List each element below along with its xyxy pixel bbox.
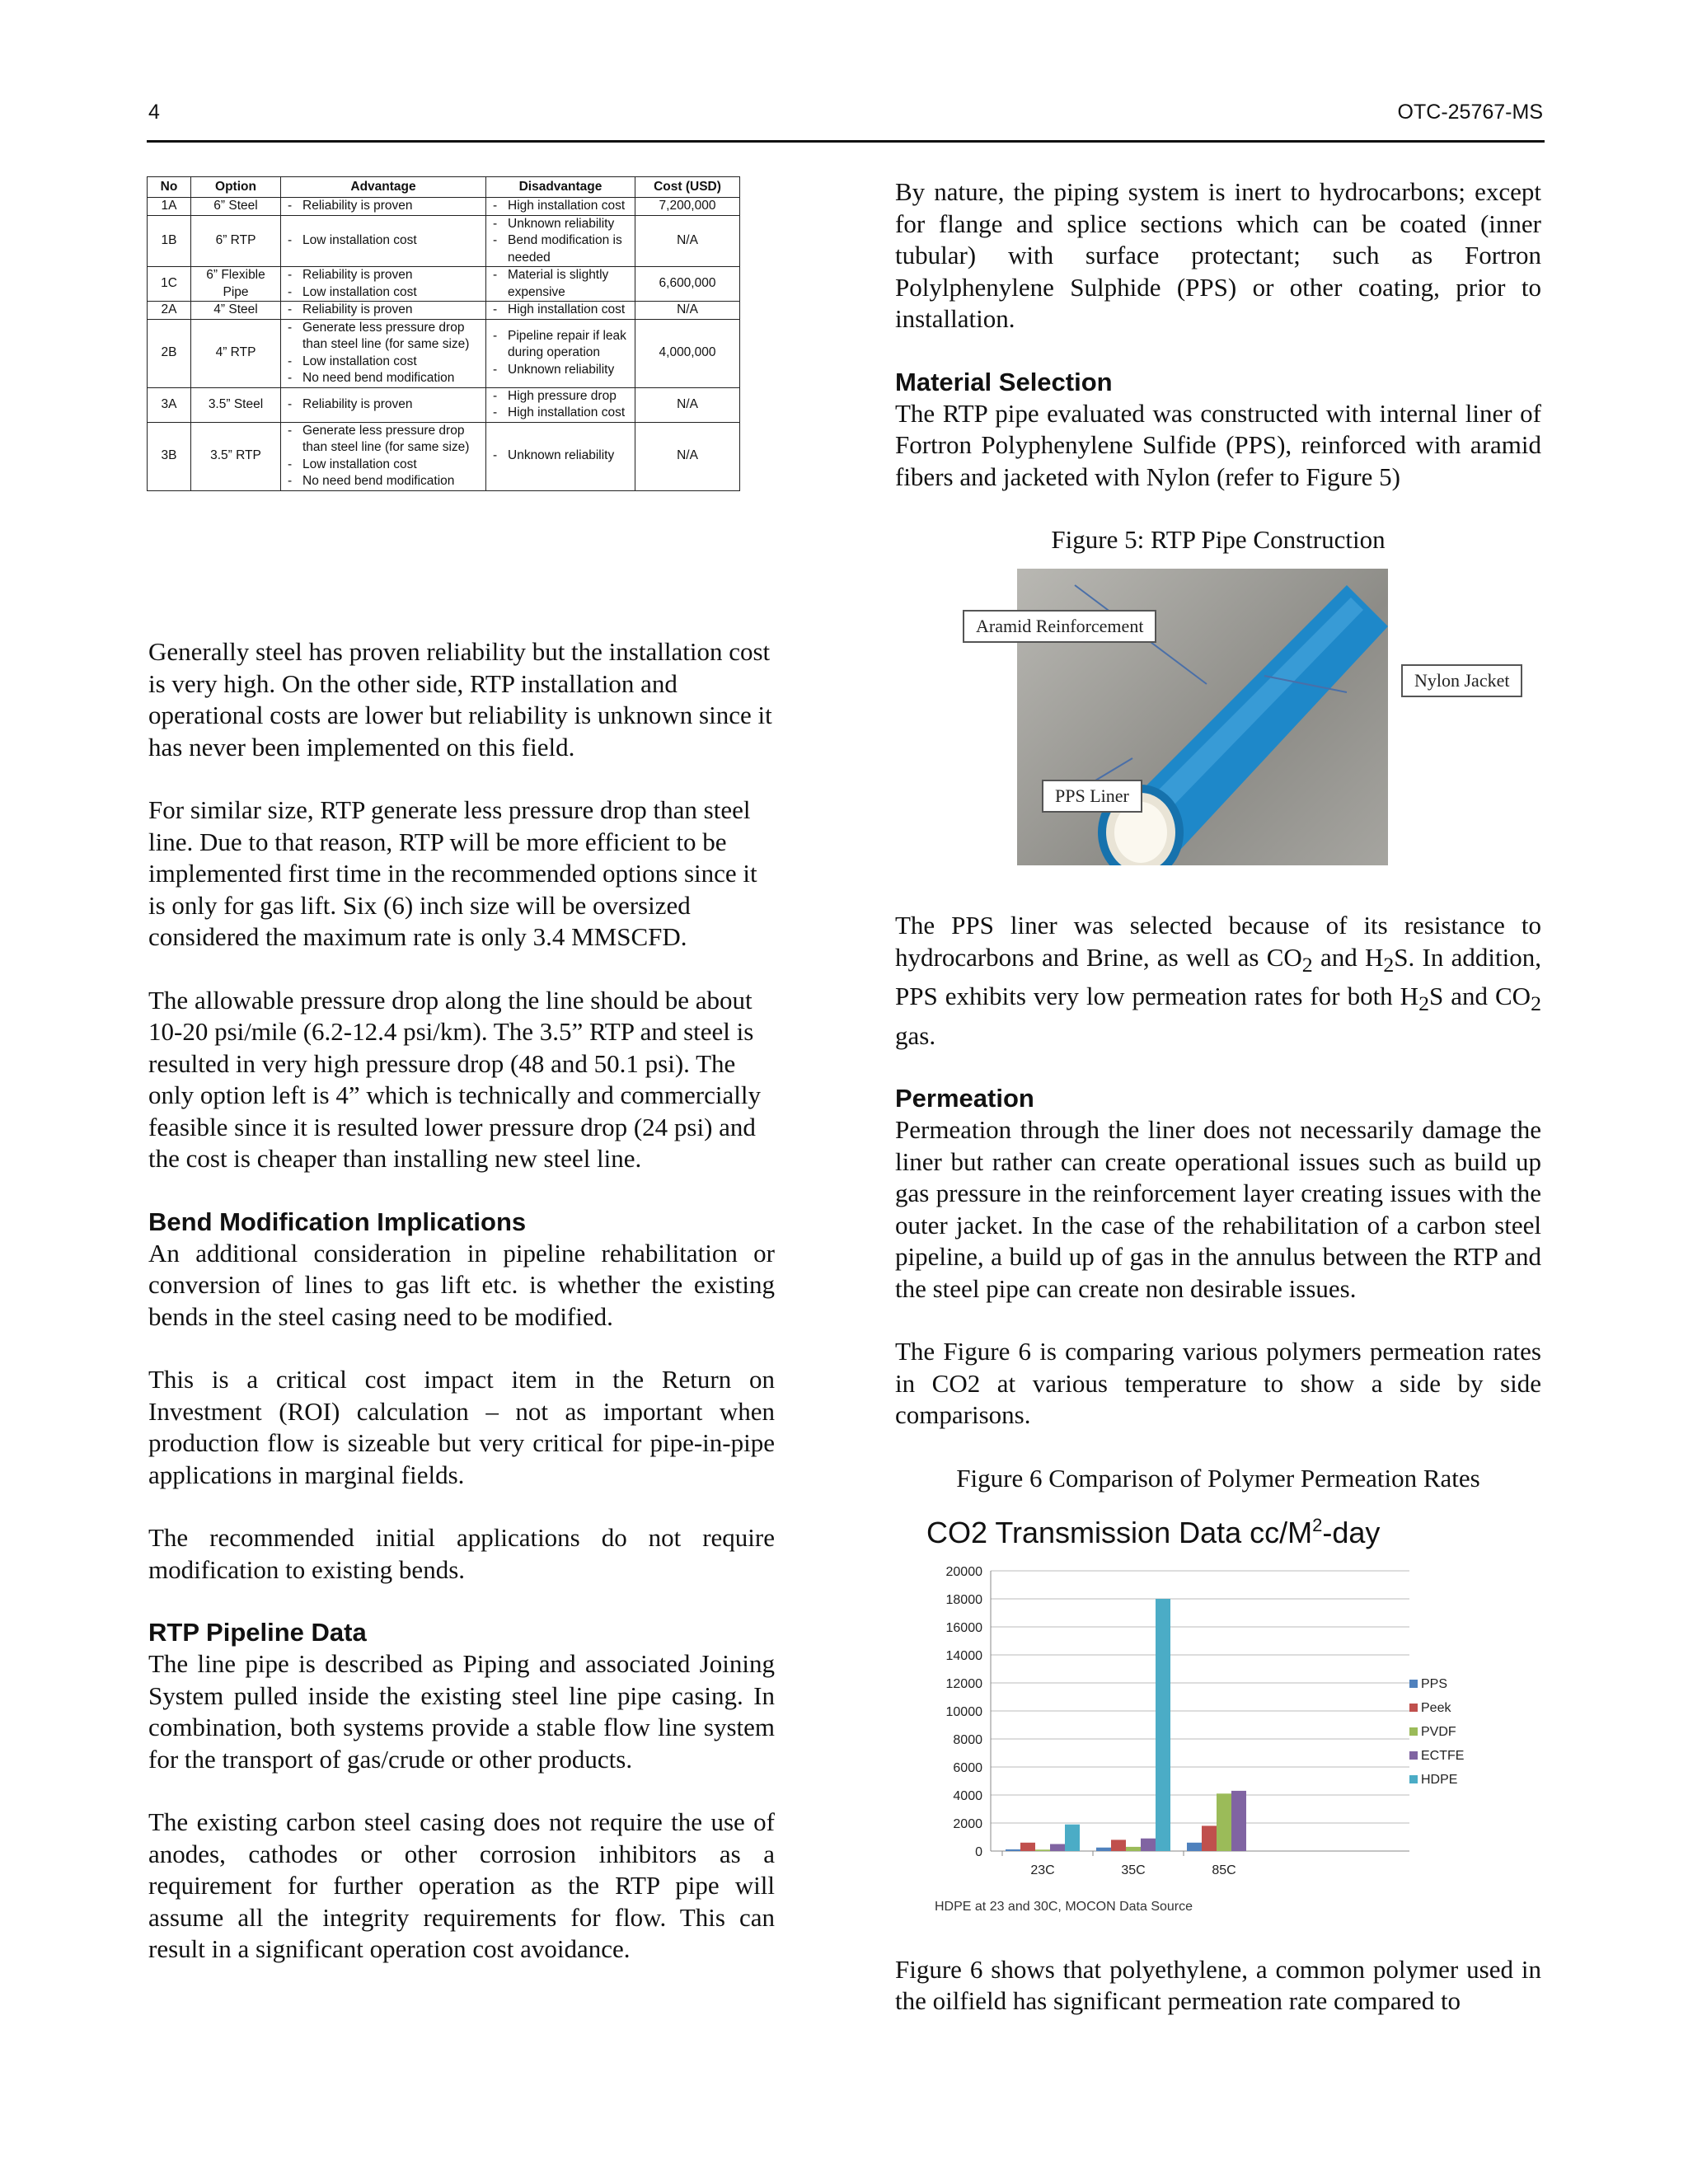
th-no: No bbox=[148, 177, 191, 198]
cell-disadvantage bbox=[486, 387, 635, 422]
table-header-row bbox=[148, 177, 740, 198]
advantage-item: - No need bend modification bbox=[284, 473, 482, 490]
cell-disadvantage bbox=[486, 198, 635, 216]
bar-pps-85c bbox=[1187, 1843, 1202, 1851]
options-table bbox=[147, 176, 740, 491]
cell-disadvantage bbox=[486, 302, 635, 320]
y-tick-label: 18000 bbox=[945, 1593, 982, 1607]
y-tick-label: 20000 bbox=[945, 1565, 982, 1579]
chart-y-axis bbox=[946, 1565, 992, 1859]
y-tick-label: 14000 bbox=[945, 1649, 982, 1663]
paragraph: Permeation through the liner does not necessarily damage the liner but rather can create operational issues such as build up gas pressure in the reinforcement layer creating issues with the outer jacket. In the case of the rehabilitation of a carbon steel pipeline, a build up of gas in the annulus between the RTP and the steel pipe can create non desirable issues. bbox=[895, 1115, 1541, 1303]
th-option: Option bbox=[191, 177, 281, 198]
legend-swatch-ectfe bbox=[1409, 1751, 1418, 1760]
bar-pvdf-23c bbox=[1035, 1849, 1050, 1851]
header-rule bbox=[147, 140, 1545, 143]
figure-5-rtp-pipe bbox=[961, 569, 1530, 865]
advantage-item: - Reliability is proven bbox=[284, 198, 482, 215]
y-tick-label: 0 bbox=[975, 1845, 982, 1859]
y-tick-label: 10000 bbox=[945, 1705, 982, 1719]
disadvantage-item: - High installation cost bbox=[490, 302, 631, 319]
section-heading-material: Material Selection bbox=[895, 367, 1113, 396]
table-row bbox=[148, 319, 740, 387]
callout-aramid: Aramid Reinforcement bbox=[963, 610, 1156, 643]
chart-gridlines bbox=[991, 1571, 1409, 1851]
paragraph: The allowable pressure drop along the line should be about 10-20 psi/mile (6.2-12.4 psi/km). The 3.5” RTP and steel is resulted in very high pressure drop (48 and 50.1 psi). The only option left is 4” which is technically and commercially feasible since it is resulted lower pressure drop (24 psi) and the cost is cheaper than installing new steel line. bbox=[148, 985, 761, 1173]
page-number: 4 bbox=[148, 101, 160, 124]
disadvantage-item: - Unknown reliability bbox=[490, 362, 631, 379]
callout-pps: PPS Liner bbox=[1042, 780, 1142, 813]
bar-peek-35c bbox=[1111, 1840, 1126, 1851]
cell-option: 6” RTP bbox=[191, 215, 281, 267]
chart-title: CO2 Transmission Data $cc/M^2$-day bbox=[926, 1515, 1381, 1549]
advantage-item: - Reliability is proven bbox=[284, 396, 482, 414]
paragraph: The RTP pipe evaluated was constructed with internal liner of Fortron Polyphenylene Sulfide (PPS), reinforced with aramid fibers and jacketed with Nylon (refer to Figure 5) bbox=[895, 398, 1541, 491]
advantage-item: - No need bend modification bbox=[284, 370, 482, 387]
th-disadvantage: Disadvantage bbox=[486, 177, 635, 198]
advantage-item: - Reliability is proven bbox=[284, 302, 482, 319]
cell-advantage bbox=[281, 302, 486, 320]
cell-cost: 7,200,000 bbox=[635, 198, 740, 216]
document-id: OTC-25767-MS bbox=[1397, 101, 1543, 124]
chart-legend bbox=[1409, 1677, 1464, 1787]
cell-disadvantage bbox=[486, 215, 635, 267]
legend-label-ectfe: ECTFE bbox=[1421, 1749, 1465, 1763]
paragraph: Generally steel has proven reliability but the installation cost is very high. On the other side, RTP installation and operational costs are lower but reliability is unknown since it has never been implemented on this field. bbox=[148, 637, 772, 762]
disadvantage-item: - Material is slightly expensive bbox=[490, 267, 631, 301]
legend-swatch-pps bbox=[1409, 1680, 1418, 1688]
paragraph: The line pipe is described as Piping and associated Joining System pulled inside the existing steel line pipe casing. In combination, both systems provide a stable flow line system for the transport of gas/crude or other products. bbox=[148, 1649, 775, 1774]
paragraph: For similar size, RTP generate less pressure drop than steel line. Due to that reason, RTP will be more efficient to be implemented first time in the recommended options since it is only for gas lift. Six (6) inch size will be oversized considered the maximum rate is only 3.4 MMSCFD. bbox=[148, 795, 757, 951]
cell-no: 2A bbox=[148, 302, 191, 320]
bar-peek-23c bbox=[1020, 1843, 1035, 1851]
paragraph: An additional consideration in pipeline rehabilitation or conversion of lines to gas lift etc. is whether the existing bends in the steel casing need to be modified. bbox=[148, 1238, 775, 1331]
disadvantage-item: - High installation cost bbox=[490, 198, 631, 215]
cell-cost: N/A bbox=[635, 302, 740, 320]
cell-advantage bbox=[281, 198, 486, 216]
section-heading-permeation: Permeation bbox=[895, 1084, 1034, 1113]
table-row bbox=[148, 422, 740, 490]
legend-label-hdpe: HDPE bbox=[1421, 1773, 1458, 1787]
cell-no: 3B bbox=[148, 422, 191, 490]
advantage-item: - Reliability is proven bbox=[284, 267, 482, 284]
paragraph: The recommended initial applications do not require modification to existing bends. bbox=[148, 1523, 775, 1584]
disadvantage-item: - Bend modification is needed bbox=[490, 232, 631, 266]
y-tick-label: 8000 bbox=[953, 1733, 982, 1747]
disadvantage-item: - High pressure drop bbox=[490, 388, 631, 405]
cell-option: 3.5” RTP bbox=[191, 422, 281, 490]
bar-pvdf-35c bbox=[1126, 1847, 1141, 1851]
paragraph: By nature, the piping system is inert to hydrocarbons; except for flange and splice sections which can be coated (inner tubular) with surface protectant; such as Fortron Polylphenylene Sulphide (PPS) or other coating, prior to installation. bbox=[895, 177, 1541, 333]
cell-no: 1A bbox=[148, 198, 191, 216]
bar-pps-35c bbox=[1096, 1848, 1111, 1851]
x-tick-label: 85C bbox=[1212, 1863, 1236, 1877]
table-body bbox=[148, 198, 740, 491]
y-tick-label: 6000 bbox=[953, 1761, 982, 1775]
y-tick-label: 2000 bbox=[953, 1817, 982, 1831]
bar-pps-23c bbox=[1006, 1849, 1020, 1851]
legend-label-peek: Peek bbox=[1421, 1701, 1451, 1715]
figure-6-caption: Figure 6 Comparison of Polymer Permeation Rates bbox=[956, 1463, 1480, 1493]
cell-advantage bbox=[281, 319, 486, 387]
disadvantage-item: - Unknown reliability bbox=[490, 448, 631, 465]
x-tick-label: 35C bbox=[1121, 1863, 1146, 1877]
cell-advantage bbox=[281, 422, 486, 490]
table-row bbox=[148, 302, 740, 320]
paragraph: The existing carbon steel casing does not require the use of anodes, cathodes or other corrosion inhibitors as a requirement for further operation as the RTP pipe will assume all the integrity requirements for flow. This can result in a significant operation cost avoidance. bbox=[148, 1807, 775, 1963]
cell-option: 3.5” Steel bbox=[191, 387, 281, 422]
advantage-item: - Low installation cost bbox=[284, 232, 482, 250]
chart-note: HDPE at 23 and 30C, MOCON Data Source bbox=[935, 1900, 1193, 1914]
y-tick-label: 12000 bbox=[945, 1677, 982, 1691]
advantage-item: - Low installation cost bbox=[284, 457, 482, 474]
cell-advantage bbox=[281, 215, 486, 267]
cell-cost: N/A bbox=[635, 387, 740, 422]
callout-nylon: Nylon Jacket bbox=[1401, 664, 1522, 697]
table-row bbox=[148, 198, 740, 216]
x-tick-label: 23C bbox=[1030, 1863, 1055, 1877]
legend-label-pvdf: PVDF bbox=[1421, 1725, 1456, 1739]
chart-x-axis bbox=[1002, 1851, 1236, 1877]
bar-peek-85c bbox=[1202, 1825, 1217, 1851]
disadvantage-item: - High installation cost bbox=[490, 405, 631, 422]
paragraph: This is a critical cost impact item in the Return on Investment (ROI) calculation – not as important when production flow is sizeable but very critical for pipe-in-pipe applications in marginal fields. bbox=[148, 1365, 775, 1489]
table-row bbox=[148, 267, 740, 302]
y-tick-label: 4000 bbox=[953, 1789, 982, 1803]
th-cost: Cost (USD) bbox=[635, 177, 740, 198]
bar-ectfe-35c bbox=[1141, 1839, 1156, 1851]
bar-hdpe-35c bbox=[1156, 1599, 1170, 1851]
y-tick-label: 16000 bbox=[945, 1621, 982, 1635]
cell-cost: N/A bbox=[635, 422, 740, 490]
left-column bbox=[148, 636, 775, 1997]
cell-no: 3A bbox=[148, 387, 191, 422]
advantage-item: - Low installation cost bbox=[284, 354, 482, 371]
cell-option: 4” Steel bbox=[191, 302, 281, 320]
figure-5-caption: Figure 5: RTP Pipe Construction bbox=[1051, 525, 1386, 554]
bar-hdpe-23c bbox=[1065, 1825, 1080, 1851]
cell-no: 2B bbox=[148, 319, 191, 387]
advantage-item: - Generate less pressure drop than steel line (for same size) bbox=[284, 423, 482, 457]
advantage-item: - Generate less pressure drop than steel line (for same size) bbox=[284, 320, 482, 354]
co2-transmission-chart bbox=[898, 1505, 1541, 1933]
disadvantage-item: - Pipeline repair if leak during operation bbox=[490, 328, 631, 362]
chart-bars bbox=[1006, 1599, 1246, 1851]
section-heading-rtp: RTP Pipeline Data bbox=[148, 1618, 367, 1647]
advantage-item: - Low installation cost bbox=[284, 284, 482, 302]
cell-cost: 6,600,000 bbox=[635, 267, 740, 302]
cell-cost: N/A bbox=[635, 215, 740, 267]
bar-pvdf-85c bbox=[1217, 1793, 1231, 1851]
cell-advantage bbox=[281, 387, 486, 422]
table-row bbox=[148, 387, 740, 422]
legend-swatch-pvdf bbox=[1409, 1727, 1418, 1736]
cell-option: 4” RTP bbox=[191, 319, 281, 387]
cell-disadvantage bbox=[486, 319, 635, 387]
cell-disadvantage bbox=[486, 267, 635, 302]
cell-no: 1C bbox=[148, 267, 191, 302]
cell-option: 6” Flexible Pipe bbox=[191, 267, 281, 302]
cell-advantage bbox=[281, 267, 486, 302]
table-row bbox=[148, 215, 740, 267]
cell-cost: 4,000,000 bbox=[635, 319, 740, 387]
bar-ectfe-85c bbox=[1231, 1791, 1246, 1851]
cell-option: 6” Steel bbox=[191, 198, 281, 216]
legend-swatch-hdpe bbox=[1409, 1775, 1418, 1783]
th-advantage: Advantage bbox=[281, 177, 486, 198]
paragraph: Figure 6 shows that polyethylene, a common polymer used in the oilfield has significant permeation rate compared to bbox=[895, 1954, 1541, 2016]
legend-swatch-peek bbox=[1409, 1704, 1418, 1712]
paragraph-pps: The PPS liner was selected because of its resistance to hydrocarbons and Brine, as well as $CO_2$ and $H_2S$. In addition, PPS exhibits very low permeation rates for both $H_2S$ and $CO_2$ gas. bbox=[895, 911, 1541, 1050]
cell-no: 1B bbox=[148, 215, 191, 267]
cell-disadvantage bbox=[486, 422, 635, 490]
paragraph: The Figure 6 is comparing various polymers permeation rates in CO2 at various temperature to show a side by side comparisons. bbox=[895, 1337, 1541, 1430]
bar-ectfe-23c bbox=[1050, 1844, 1065, 1852]
legend-label-pps: PPS bbox=[1421, 1677, 1448, 1691]
disadvantage-item: - Unknown reliability bbox=[490, 216, 631, 233]
section-heading-bend: Bend Modification Implications bbox=[148, 1207, 527, 1236]
